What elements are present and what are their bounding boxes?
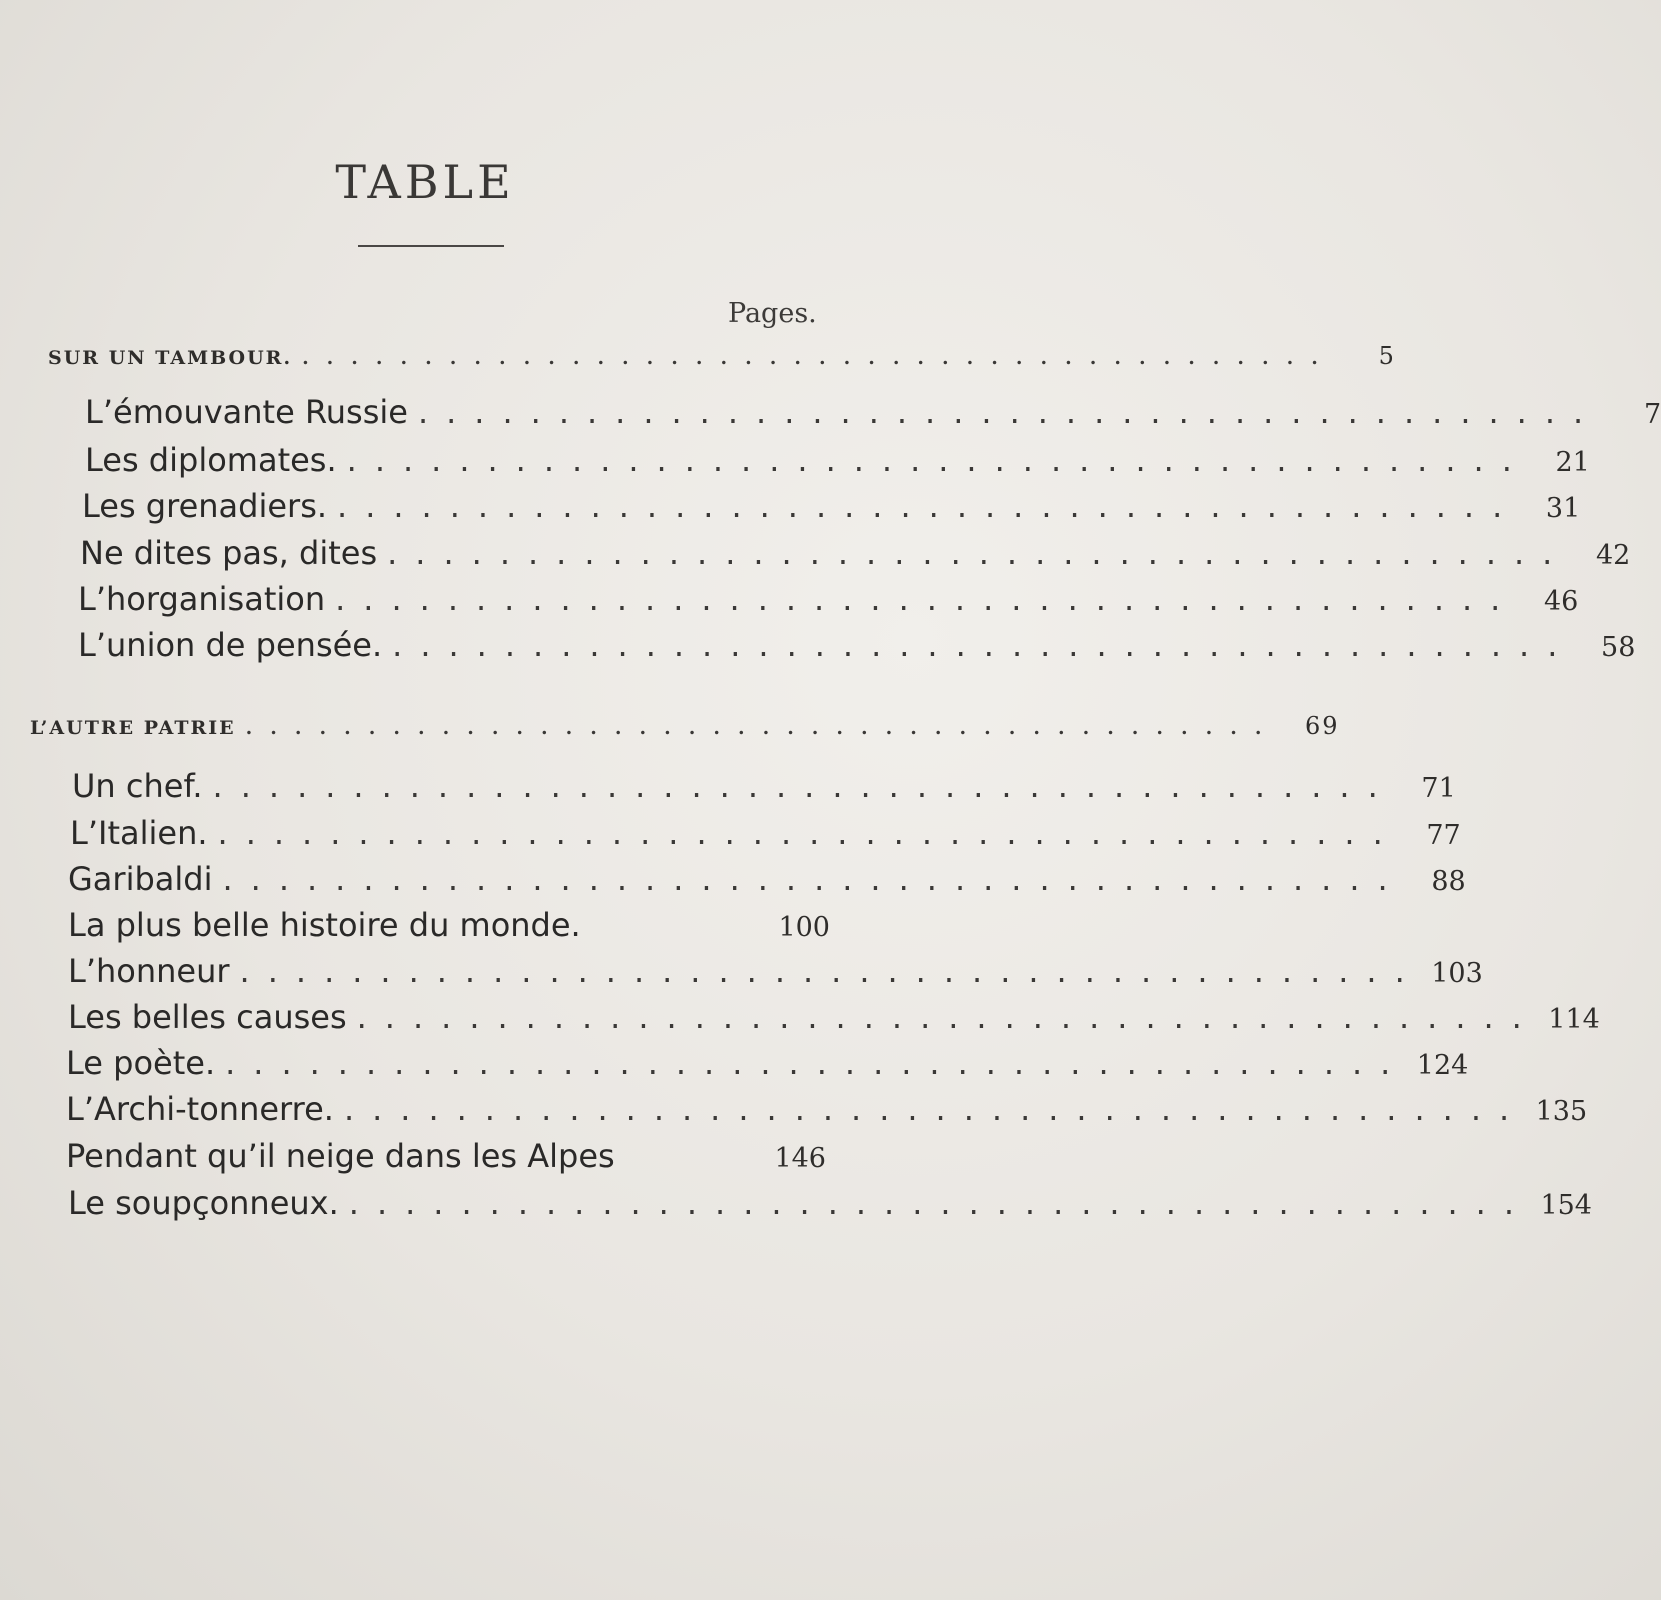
toc-entry bbox=[82, 487, 1581, 525]
dot-leader: .......................................... bbox=[212, 767, 1396, 805]
entry-title: Les diplomates. bbox=[85, 441, 337, 479]
toc-entry bbox=[85, 393, 1661, 431]
toc-entry bbox=[78, 580, 1579, 618]
toc-entry bbox=[66, 1044, 1469, 1082]
entry-page-number: 7 bbox=[1643, 399, 1661, 430]
toc-section-heading bbox=[48, 342, 1396, 370]
entry-page-number: 46 bbox=[1543, 586, 1579, 617]
title-rule bbox=[358, 245, 504, 247]
dot-leader: .......................................... bbox=[346, 441, 1530, 479]
entry-title: L’Archi-tonnerre. bbox=[66, 1090, 334, 1128]
toc-entry bbox=[68, 860, 1466, 898]
dot-leader: .......................................... bbox=[343, 1090, 1528, 1128]
entry-title: L’Italien. bbox=[70, 814, 208, 852]
dot-leader: .......................................... bbox=[225, 1044, 1409, 1082]
entry-title: L’honneur bbox=[68, 952, 230, 990]
entry-title: Garibaldi bbox=[68, 860, 213, 898]
dot-leader: .......................................... bbox=[217, 814, 1401, 852]
dot-leader: .......................................... bbox=[348, 1184, 1532, 1222]
entry-page-number: 103 bbox=[1431, 958, 1483, 989]
entry-page-number: 124 bbox=[1416, 1050, 1469, 1081]
entry-title: Pendant qu’il neige dans les Alpes bbox=[66, 1137, 615, 1175]
dot-leader: .......................................... bbox=[335, 580, 1519, 618]
toc-entry bbox=[66, 1090, 1588, 1128]
entry-title: Un chef. bbox=[72, 767, 203, 805]
entry-page-number: 100 bbox=[778, 912, 830, 943]
dot-leader: .......................................... bbox=[222, 860, 1406, 898]
entry-title: Le poète. bbox=[66, 1044, 216, 1082]
entry-page-number: 154 bbox=[1540, 1190, 1592, 1221]
section-title: SUR UN TAMBOUR. bbox=[48, 347, 293, 369]
page-title: TABLE bbox=[335, 155, 515, 209]
entry-page-number: 146 bbox=[774, 1143, 826, 1174]
entry-page-number: 77 bbox=[1426, 820, 1461, 851]
entry-page-number: 21 bbox=[1555, 447, 1590, 478]
dot-leader: .......................................... bbox=[239, 952, 1423, 990]
toc-entry bbox=[80, 534, 1631, 572]
toc-entry bbox=[68, 1184, 1592, 1222]
section-page-number: 69 bbox=[1304, 712, 1340, 740]
toc-entry bbox=[68, 906, 830, 944]
entry-page-number: 71 bbox=[1421, 773, 1456, 804]
entry-page-number: 135 bbox=[1535, 1096, 1588, 1127]
dot-leader: .......................................... bbox=[356, 998, 1540, 1036]
toc-entry bbox=[78, 626, 1636, 664]
entry-page-number: 42 bbox=[1595, 540, 1631, 571]
entry-title: Ne dites pas, dites bbox=[80, 534, 378, 572]
toc-entry bbox=[70, 814, 1461, 852]
dot-leader: .......................................... bbox=[337, 487, 1521, 525]
entry-title: Les grenadiers. bbox=[82, 487, 328, 525]
entry-title: Le soupçonneux. bbox=[68, 1184, 339, 1222]
toc-entry bbox=[66, 1137, 826, 1175]
dot-leader: .......................................... bbox=[302, 347, 1336, 369]
entry-title: La plus belle histoire du monde. bbox=[68, 906, 581, 944]
toc-entry bbox=[72, 767, 1456, 805]
dot-leader: .......................................... bbox=[387, 534, 1571, 572]
section-title: L’AUTRE PATRIE bbox=[30, 717, 236, 739]
entry-title: Les belles causes bbox=[68, 998, 347, 1036]
pages-column-label: Pages. bbox=[728, 298, 817, 329]
entry-page-number: 114 bbox=[1548, 1004, 1600, 1035]
entry-page-number: 31 bbox=[1545, 493, 1581, 524]
entry-title: L’horganisation bbox=[78, 580, 326, 618]
toc-entry bbox=[85, 441, 1590, 479]
entry-title: L’émouvante Russie bbox=[85, 393, 408, 431]
toc-section-heading bbox=[30, 712, 1340, 740]
toc-entry bbox=[68, 998, 1600, 1036]
dot-leader: .......................................... bbox=[417, 393, 1602, 431]
entry-page-number: 58 bbox=[1601, 632, 1636, 663]
entry-page-number: 88 bbox=[1431, 866, 1466, 897]
dot-leader: .......................................... bbox=[392, 626, 1576, 664]
section-page-number: 5 bbox=[1378, 342, 1396, 370]
entry-title: L’union de pensée. bbox=[78, 626, 383, 664]
dot-leader: .......................................... bbox=[245, 717, 1280, 739]
toc-entry bbox=[68, 952, 1483, 990]
